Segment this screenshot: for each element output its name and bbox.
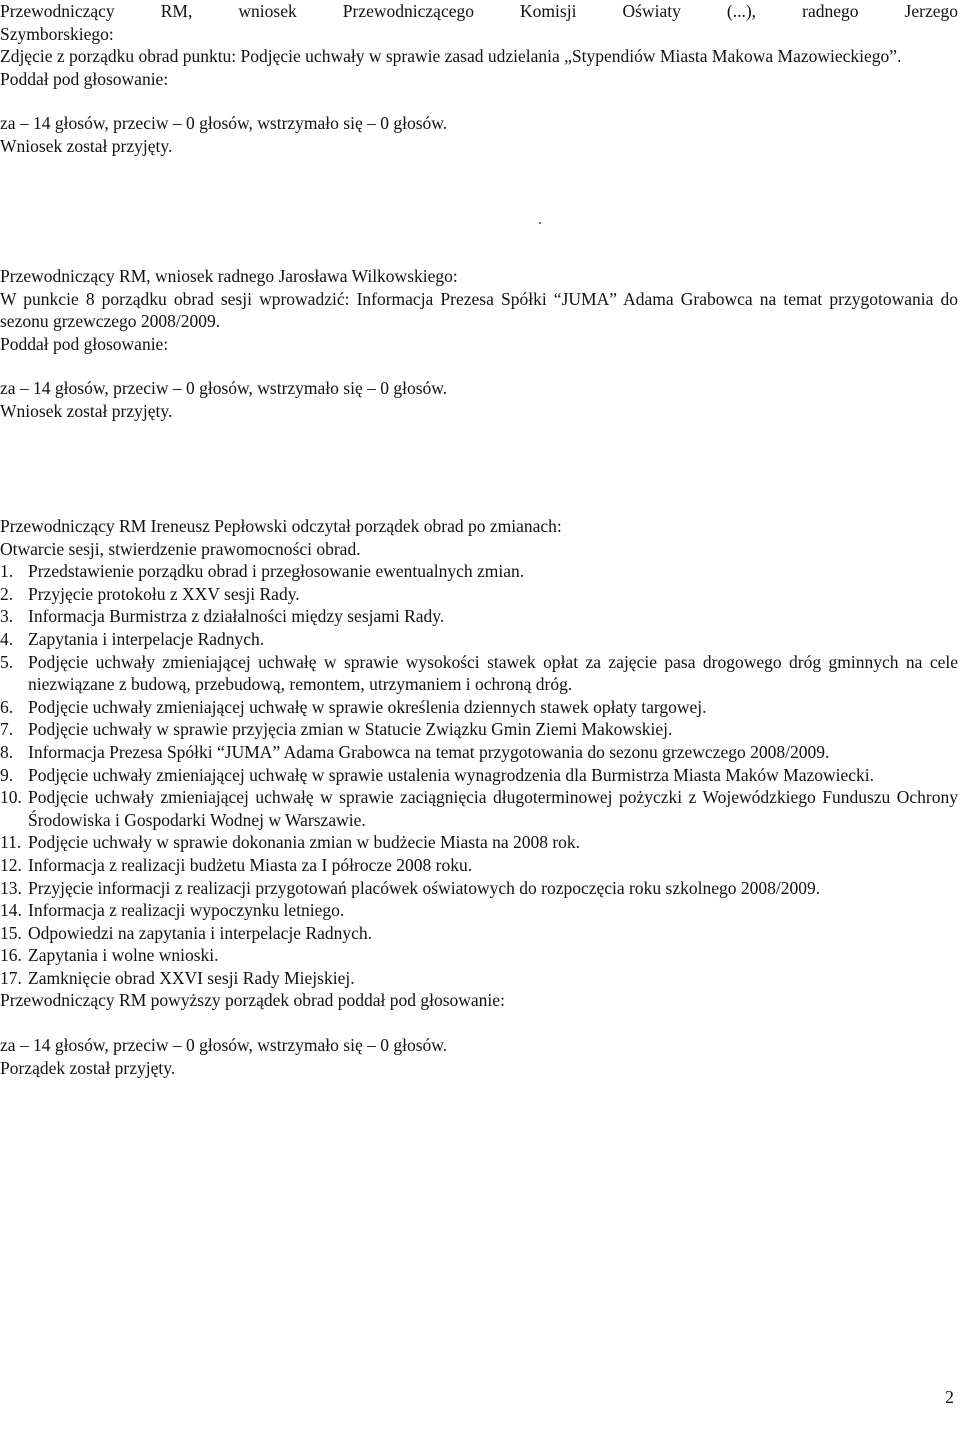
agenda-item	[0, 967, 958, 990]
agenda-item-text: Odpowiedzi na zapytania i interpelacje Radnych.	[28, 922, 373, 943]
agenda-item-number: 13.	[0, 877, 22, 898]
agenda-item-text: Podjęcie uchwały w sprawie przyjęcia zmian w Statucie Związku Gmin Ziemi Makowskiej.	[28, 719, 673, 740]
agenda-item	[0, 899, 958, 922]
agenda-item	[0, 944, 958, 967]
agenda-item-number: 4.	[0, 628, 14, 649]
agenda-item-number: 3.	[0, 606, 14, 627]
agenda-item-text: Zamknięcie obrad XXVI sesji Rady Miejskiej.	[28, 967, 355, 988]
agenda-item-number: 2.	[0, 583, 14, 604]
spacer	[0, 355, 958, 377]
page-number: 2	[945, 1387, 954, 1407]
motion-1-outcome: Wniosek został przyjęty.	[0, 135, 173, 156]
stray-mark	[539, 222, 541, 224]
agenda-item-text: Zapytania i wolne wnioski.	[28, 945, 219, 966]
motion-1-vote-result: za – 14 głosów, przeciw – 0 głosów, wstrzymało się – 0 głosów.	[0, 113, 448, 134]
agenda-item	[0, 741, 958, 764]
agenda-item-text: Podjęcie uchwały zmieniającej uchwałę w sprawie wysokości stawek opłat za zajęcie pasa drogowego dróg gminnych na cele niezwiązane z budową, przebudową, remontem, utrzymaniem i ochroną dróg.	[28, 651, 958, 695]
spacer	[0, 90, 958, 112]
agenda-item-number: 10.	[0, 787, 22, 808]
motion-1-heading-line-1: Przewodniczący RM, wniosek Przewodniczącego Komisji Oświaty (...), radnego Jerzego	[0, 1, 958, 21]
agenda-item-text: Przyjęcie protokołu z XXV sesji Rady.	[28, 583, 300, 604]
agenda-item-number: 7.	[0, 719, 14, 740]
section-agenda	[0, 515, 958, 1079]
agenda-item-number: 6.	[0, 696, 14, 717]
section-motion-2	[0, 265, 958, 423]
agenda-item-number: 8.	[0, 741, 14, 762]
agenda-item	[0, 854, 958, 877]
agenda-opening: Otwarcie sesji, stwierdzenie prawomocności obrad.	[0, 538, 361, 559]
agenda-heading: Przewodniczący RM Ireneusz Pepłowski odczytał porządek obrad po zmianach:	[0, 516, 562, 536]
agenda-item-number: 9.	[0, 764, 14, 785]
agenda-item	[0, 583, 958, 606]
agenda-item	[0, 831, 958, 854]
agenda-item	[0, 628, 958, 651]
motion-2-heading: Przewodniczący RM, wniosek radnego Jarosława Wilkowskiego:	[0, 266, 458, 286]
agenda-item-number: 16.	[0, 945, 22, 966]
agenda-item-number: 1.	[0, 561, 14, 582]
agenda-vote-result: za – 14 głosów, przeciw – 0 głosów, wstrzymało się – 0 głosów.	[0, 1035, 448, 1056]
agenda-item	[0, 718, 958, 741]
motion-2-vote-intro: Poddał pod głosowanie:	[0, 333, 169, 354]
agenda-item-text: Podjęcie uchwały zmieniającej uchwałę w sprawie określenia dziennych stawek opłaty targowej.	[28, 696, 707, 717]
agenda-item-text: Informacja Burmistrza z działalności między sesjami Rady.	[28, 606, 445, 627]
agenda-item-text: Informacja z realizacji wypoczynku letniego.	[28, 900, 345, 921]
agenda-list	[0, 560, 958, 989]
agenda-item-text: Informacja z realizacji budżetu Miasta za I półrocze 2008 roku.	[28, 854, 473, 875]
agenda-item-text: Informacja Prezesa Spółki “JUMA” Adama Grabowca na temat przygotowania do sezonu grzewczego 2008/2009.	[28, 741, 830, 762]
motion-2-vote-result: za – 14 głosów, przeciw – 0 głosów, wstrzymało się – 0 głosów.	[0, 378, 448, 399]
agenda-item-text: Zapytania i interpelacje Radnych.	[28, 628, 265, 649]
agenda-item-text: Podjęcie uchwały zmieniającej uchwałę w sprawie zaciągnięcia długoterminowej pożyczki z Wojewódzkiego Funduszu Ochrony Środowiska i Gospodarki Wodnej w Warszawie.	[28, 787, 958, 830]
agenda-item-number: 5.	[0, 651, 14, 672]
agenda-item-number: 12.	[0, 854, 22, 875]
motion-1-heading-line-2: Szymborskiego:	[0, 23, 114, 44]
motion-1-vote-intro: Poddał pod głosowanie:	[0, 68, 169, 89]
agenda-item	[0, 764, 958, 787]
motion-2-body: W punkcie 8 porządku obrad sesji wprowadzić: Informacja Prezesa Spółki “JUMA” Adama Grabowca na temat przygotowania do sezonu grzewczego 2008/2009.	[0, 288, 958, 332]
agenda-item-number: 15.	[0, 922, 22, 943]
agenda-item	[0, 560, 958, 583]
section-motion-1	[0, 0, 958, 158]
agenda-item	[0, 605, 958, 628]
agenda-item-text: Przedstawienie porządku obrad i przegłosowanie ewentualnych zmian.	[28, 561, 525, 582]
agenda-item-text: Podjęcie uchwały w sprawie dokonania zmian w budżecie Miasta na 2008 rok.	[28, 832, 581, 853]
agenda-vote-intro: Przewodniczący RM powyższy porządek obrad poddał pod głosowanie:	[0, 990, 505, 1011]
agenda-item-text: Podjęcie uchwały zmieniającej uchwałę w sprawie ustalenia wynagrodzenia dla Burmistrza Miasta Maków Mazowiecki.	[28, 764, 875, 785]
agenda-item	[0, 651, 958, 696]
agenda-item-number: 14.	[0, 900, 22, 921]
agenda-item	[0, 922, 958, 945]
agenda-outcome: Porządek został przyjęty.	[0, 1057, 176, 1078]
agenda-item-text: Przyjęcie informacji z realizacji przygotowań placówek oświatowych do rozpoczęcia roku szkolnego 2008/2009.	[28, 877, 821, 898]
agenda-item	[0, 877, 958, 900]
motion-2-outcome: Wniosek został przyjęty.	[0, 400, 173, 421]
spacer	[0, 1012, 958, 1034]
motion-1-body: Zdjęcie z porządku obrad punktu: Podjęcie uchwały w sprawie zasad udzielania „Stypendiów Miasta Makowa Mazowieckiego”.	[0, 46, 902, 67]
agenda-item-number: 11.	[0, 832, 22, 853]
agenda-item-number: 17.	[0, 967, 22, 988]
agenda-item	[0, 786, 958, 831]
agenda-item	[0, 696, 958, 719]
